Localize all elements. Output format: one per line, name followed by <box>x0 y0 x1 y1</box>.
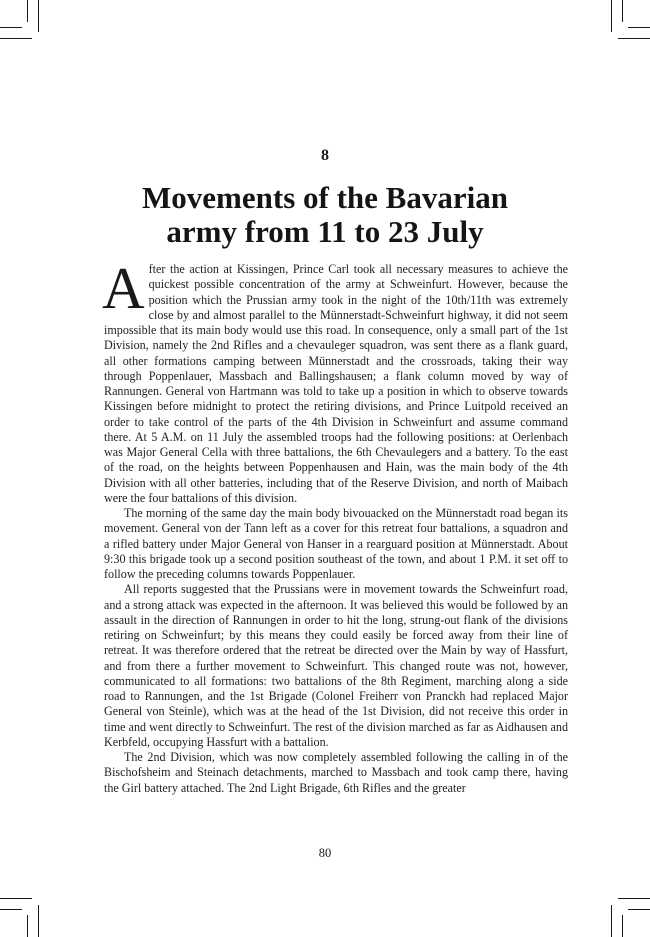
crop-mark-top-left-h2 <box>0 38 32 39</box>
crop-mark-top-left-v2 <box>38 0 39 32</box>
crop-mark-top-right-h2 <box>618 38 650 39</box>
crop-mark-bottom-left-v2 <box>38 905 39 937</box>
body-text <box>102 255 568 796</box>
crop-mark-top-right-v2 <box>611 0 612 32</box>
crop-mark-bottom-right-h <box>628 909 650 910</box>
drop-cap: A <box>102 255 145 321</box>
crop-mark-top-left-v <box>27 0 28 22</box>
paragraph-1 <box>102 255 568 506</box>
page-number: 80 <box>318 846 332 860</box>
crop-mark-bottom-left-v <box>27 915 28 937</box>
paragraph-3: All reports suggested that the Prussians were in movement towards the Schweinfurt road, and a strong attack was expected in the afternoon. It was believed this would be followed by an assault in the direction of Rannungen in order to hit the long, strung-out flank of the divisions retiring on Schweinfurt; by this means they could easily be forced away from their line of retreat. It was therefore ordered that the retreat be directed over the Main by way of Hassfurt, and from there a further movement to Schweinfurt. This changed route was not, however, communicated to all formations: two battalions of the 8th Regiment, marching along a side road to Rannungen, and the 1st Brigade (Colonel Freiherr von Pranckh had replaced Major General von Steinle), which was at the head of the 1st Division, did not receive this order in time and went directly to Schweinfurt. The rest of the division marched as far as Aidhausen and Kerbfeld, occupying Hassfurt with a battalion. <box>104 582 568 749</box>
crop-mark-bottom-left-h <box>0 909 22 910</box>
crop-mark-bottom-right-v2 <box>611 905 612 937</box>
crop-mark-bottom-right-v <box>622 915 623 937</box>
crop-mark-bottom-right-h2 <box>618 898 650 899</box>
paragraph-2: The morning of the same day the main body bivouacked on the Münnerstadt road began its movement. General von der Tann left as a cover for this retreat four battalions, a squadron and a rifled battery under Major General von Hanser in a rearguard position at Münnerstadt. About 9:30 this brigade took up a second position southeast of the town, and about 1 P.M. it set off to follow the preceding columns towards Poppenlauer. <box>104 506 568 581</box>
paragraph-4: The 2nd Division, which was now completely assembled following the calling in of the Bischofsheim and Steinach detachments, marched to Massbach and took camp there, having the Girl battery attached. The 2nd Light Brigade, 6th Rifles and the greater <box>104 750 568 795</box>
crop-mark-bottom-left-h2 <box>0 898 32 899</box>
paragraph-1-text: fter the action at Kissingen, Prince Carl took all necessary measures to achieve the quickest possible concentration of the army at Schweinfurt. However, because the position which the Prussian army took in the night of the 10th/11th was extremely close by and almost parallel to the Münnerstadt-Schweinfurt highway, it did not seem impossible that its main body would use this road. In consequence, only a small part of the 1st Division, namely the 2nd Rifles and a chevauleger squadron, was sent there as a flank guard, all other formations camping between Münnerstadt and the crossroads, taking their way through Poppenlauer, Massbach and Ballingshausen; a flank column moved by way of Rannungen. General von Hartmann was told to take up a position in which to observe towards Kissingen before midnight to protect the retiring divisions, and Prince Luitpold received an order to take control of the parts of the 4th Division in Schweinfurt and assume command there. At 5 A.M. on 11 July the assembled troops had the following positions: at Oerlenbach was Major General Cella with three battalions, the 6th Chevaulegers and a battery. To the east of the road, on the heights between Poppenhausen and Hain, was the main body of the 4th Division with all other batteries, including that of the Reserve Division, and north of Maibach were the four battalions of this division. <box>104 262 568 505</box>
chapter-number: 8 <box>321 147 329 164</box>
crop-mark-top-left-h <box>0 27 22 28</box>
chapter-title-line-1: Movements of the Bavarian <box>142 180 508 215</box>
chapter-title <box>100 181 550 249</box>
chapter-title-line-2: army from 11 to 23 July <box>166 214 484 249</box>
crop-mark-top-right-h <box>628 27 650 28</box>
crop-mark-top-right-v <box>622 0 623 22</box>
